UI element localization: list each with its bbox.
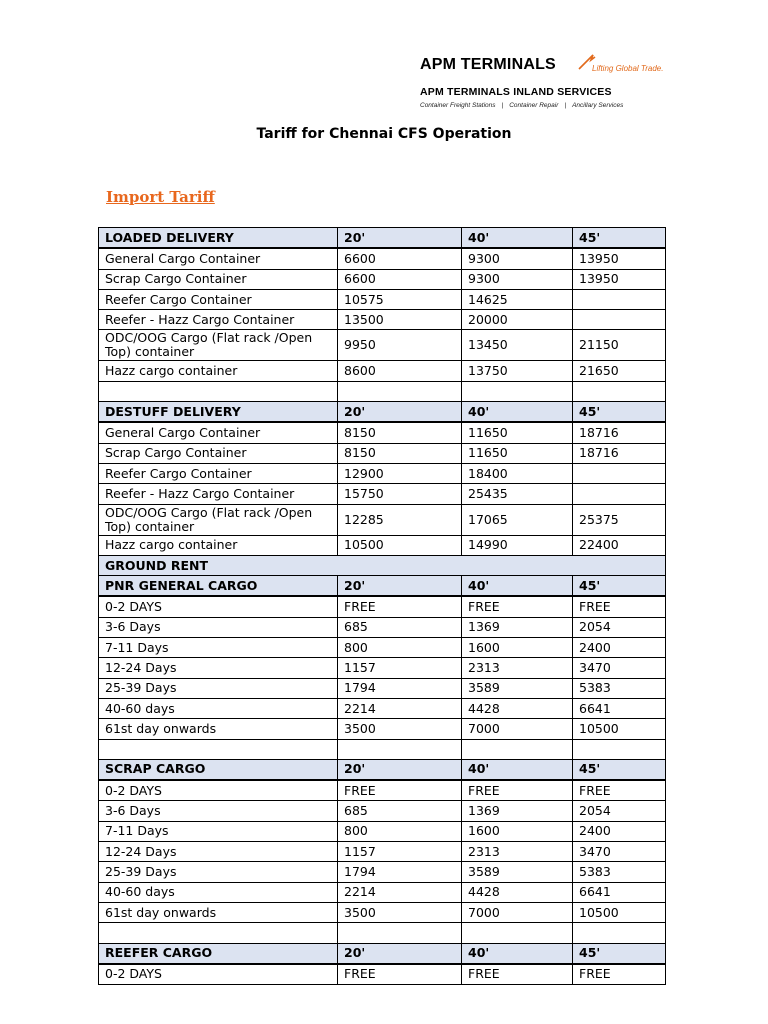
cell-size-20: 12285 <box>338 504 462 535</box>
cell-size-20: 10575 <box>338 289 462 309</box>
cell-size-20: 9950 <box>338 330 462 361</box>
cell-size-45: FREE <box>573 780 666 801</box>
cell-description: 40-60 days <box>99 882 338 902</box>
cell-description: Scrap Cargo Container <box>99 269 338 289</box>
logo-subtitle: APM TERMINALS INLAND SERVICES <box>420 86 612 98</box>
cell-size-20: 12900 <box>338 463 462 483</box>
table-row <box>99 443 666 463</box>
cell-size-45: 3470 <box>573 658 666 678</box>
header-cell-size-20: 20' <box>338 759 462 780</box>
empty-cell <box>338 381 462 401</box>
cell-size-45: 13950 <box>573 269 666 289</box>
cell-size-40: 4428 <box>462 882 573 902</box>
cell-description: 40-60 days <box>99 698 338 718</box>
cell-size-20: 8150 <box>338 422 462 443</box>
empty-cell <box>573 381 666 401</box>
empty-cell <box>462 739 573 759</box>
cell-description: 25-39 Days <box>99 862 338 882</box>
cell-size-40: 11650 <box>462 443 573 463</box>
cell-description: 25-39 Days <box>99 678 338 698</box>
cell-size-40: 9300 <box>462 269 573 289</box>
header-cell-size-45: 45' <box>573 943 666 964</box>
cell-size-45: 10500 <box>573 719 666 739</box>
header-cell-size-20: 20' <box>338 943 462 964</box>
table-row <box>99 862 666 882</box>
cell-size-45 <box>573 484 666 504</box>
cell-size-40: 20000 <box>462 310 573 330</box>
header-cell-size-40: 40' <box>462 576 573 597</box>
empty-cell <box>99 923 338 943</box>
cell-description: Reefer - Hazz Cargo Container <box>99 310 338 330</box>
cell-size-45: 3470 <box>573 842 666 862</box>
cell-size-20: 1794 <box>338 678 462 698</box>
cell-size-20: FREE <box>338 780 462 801</box>
cell-size-20: 2214 <box>338 882 462 902</box>
cell-size-20: 15750 <box>338 484 462 504</box>
cell-size-40: 1369 <box>462 617 573 637</box>
cell-size-40: FREE <box>462 596 573 617</box>
cell-description: 7-11 Days <box>99 821 338 841</box>
cell-size-40: 17065 <box>462 504 573 535</box>
header-cell-description: LOADED DELIVERY <box>99 228 338 249</box>
scrap-cargo-header-row <box>99 759 666 780</box>
cell-description: Scrap Cargo Container <box>99 443 338 463</box>
header-cell-description: REEFER CARGO <box>99 943 338 964</box>
service-repair: Container Repair <box>509 102 559 109</box>
cell-description: Reefer - Hazz Cargo Container <box>99 484 338 504</box>
cell-size-45: 10500 <box>573 902 666 922</box>
company-logo <box>420 56 680 109</box>
header-cell-size-40: 40' <box>462 402 573 423</box>
cell-description: 61st day onwards <box>99 902 338 922</box>
table-row <box>99 504 666 535</box>
cell-size-40: 3589 <box>462 862 573 882</box>
table-row <box>99 422 666 443</box>
cell-description: ODC/OOG Cargo (Flat rack /Open Top) container <box>99 504 338 535</box>
table-row <box>99 248 666 269</box>
cell-size-45: 13950 <box>573 248 666 269</box>
pnr-general-cargo-header-row <box>99 576 666 597</box>
cell-description: General Cargo Container <box>99 248 338 269</box>
cell-description: Hazz cargo container <box>99 535 338 555</box>
logo-tagline: Lifting Global Trade. <box>592 64 664 73</box>
destuff-delivery-header-row <box>99 402 666 423</box>
cell-size-40: 1369 <box>462 801 573 821</box>
header-cell-size-45: 45' <box>573 576 666 597</box>
cell-size-40: 18400 <box>462 463 573 483</box>
header-cell-description: SCRAP CARGO <box>99 759 338 780</box>
cell-size-40: 14625 <box>462 289 573 309</box>
table-row <box>99 780 666 801</box>
table-row <box>99 698 666 718</box>
cell-size-40: 9300 <box>462 248 573 269</box>
cell-size-45: FREE <box>573 964 666 985</box>
cell-size-20: 8150 <box>338 443 462 463</box>
empty-cell <box>573 739 666 759</box>
table-row <box>99 596 666 617</box>
cell-size-45: 5383 <box>573 678 666 698</box>
cell-size-40: 7000 <box>462 902 573 922</box>
cell-size-20: 3500 <box>338 719 462 739</box>
spacer-row <box>99 381 666 401</box>
cell-description: 12-24 Days <box>99 658 338 678</box>
cell-size-20: 8600 <box>338 361 462 381</box>
cell-size-40: 13750 <box>462 361 573 381</box>
cell-description: General Cargo Container <box>99 422 338 443</box>
cell-size-45: 18716 <box>573 422 666 443</box>
cell-description: ODC/OOG Cargo (Flat rack /Open Top) container <box>99 330 338 361</box>
cell-description: 3-6 Days <box>99 617 338 637</box>
table-row <box>99 678 666 698</box>
table-row <box>99 617 666 637</box>
empty-cell <box>338 923 462 943</box>
cell-size-20: 1157 <box>338 658 462 678</box>
service-ancillary: Ancillary Services <box>572 102 624 109</box>
empty-cell <box>99 739 338 759</box>
table-row <box>99 310 666 330</box>
cell-size-45: 6641 <box>573 882 666 902</box>
header-cell-size-45: 45' <box>573 759 666 780</box>
empty-cell <box>462 381 573 401</box>
table-row <box>99 801 666 821</box>
cell-size-40: 14990 <box>462 535 573 555</box>
cell-description: 61st day onwards <box>99 719 338 739</box>
table-row <box>99 463 666 483</box>
cell-size-20: 6600 <box>338 269 462 289</box>
cell-size-45 <box>573 463 666 483</box>
header-cell-size-40: 40' <box>462 228 573 249</box>
cell-size-40: 1600 <box>462 638 573 658</box>
table-row <box>99 638 666 658</box>
ground-rent-label: GROUND RENT <box>99 555 666 575</box>
cell-size-40: FREE <box>462 964 573 985</box>
reefer-cargo-header-row <box>99 943 666 964</box>
cell-size-45: 5383 <box>573 862 666 882</box>
header-cell-size-20: 20' <box>338 402 462 423</box>
header-cell-size-45: 45' <box>573 402 666 423</box>
spacer-row <box>99 739 666 759</box>
table-row <box>99 658 666 678</box>
cell-size-20: 3500 <box>338 902 462 922</box>
cell-description: 0-2 DAYS <box>99 964 338 985</box>
table-row <box>99 719 666 739</box>
table-row <box>99 842 666 862</box>
cell-size-40: FREE <box>462 780 573 801</box>
logo-services: Container Freight Stations | Container Repair | Ancillary Services <box>420 102 624 109</box>
empty-cell <box>462 923 573 943</box>
cell-description: 0-2 DAYS <box>99 780 338 801</box>
cell-size-45: 2054 <box>573 801 666 821</box>
table-row <box>99 821 666 841</box>
table-row <box>99 882 666 902</box>
cell-size-40: 2313 <box>462 658 573 678</box>
cell-description: 12-24 Days <box>99 842 338 862</box>
cell-size-20: 685 <box>338 617 462 637</box>
cell-description: 3-6 Days <box>99 801 338 821</box>
cell-size-45: 21150 <box>573 330 666 361</box>
cell-description: 7-11 Days <box>99 638 338 658</box>
cell-size-20: 2214 <box>338 698 462 718</box>
empty-cell <box>99 381 338 401</box>
table-row <box>99 964 666 985</box>
empty-cell <box>573 923 666 943</box>
loaded-delivery-header-row <box>99 228 666 249</box>
table-row <box>99 269 666 289</box>
table-row <box>99 902 666 922</box>
table-row <box>99 535 666 555</box>
cell-size-40: 2313 <box>462 842 573 862</box>
table-row <box>99 361 666 381</box>
cell-size-45: 21650 <box>573 361 666 381</box>
header-cell-description: DESTUFF DELIVERY <box>99 402 338 423</box>
cell-size-40: 25435 <box>462 484 573 504</box>
cell-size-20: FREE <box>338 964 462 985</box>
cell-description: 0-2 DAYS <box>99 596 338 617</box>
cell-size-45: 18716 <box>573 443 666 463</box>
cell-size-20: 1794 <box>338 862 462 882</box>
section-title-import-tariff: Import Tariff <box>106 188 215 206</box>
header-cell-description: PNR GENERAL CARGO <box>99 576 338 597</box>
header-cell-size-20: 20' <box>338 228 462 249</box>
cell-size-40: 11650 <box>462 422 573 443</box>
cell-size-45: 2054 <box>573 617 666 637</box>
service-cfs: Container Freight Stations <box>420 102 496 109</box>
header-cell-size-45: 45' <box>573 228 666 249</box>
empty-cell <box>338 739 462 759</box>
cell-description: Reefer Cargo Container <box>99 289 338 309</box>
cell-size-45 <box>573 289 666 309</box>
cell-size-45: FREE <box>573 596 666 617</box>
cell-size-40: 4428 <box>462 698 573 718</box>
cell-size-20: 1157 <box>338 842 462 862</box>
cell-size-20: FREE <box>338 596 462 617</box>
logo-brand: APM TERMINALS <box>420 56 556 73</box>
header-cell-size-40: 40' <box>462 943 573 964</box>
tariff-table <box>98 227 666 985</box>
cell-description: Hazz cargo container <box>99 361 338 381</box>
spacer-row <box>99 923 666 943</box>
cell-size-20: 10500 <box>338 535 462 555</box>
ground-rent-row <box>99 555 666 575</box>
cell-size-45: 25375 <box>573 504 666 535</box>
cell-size-40: 1600 <box>462 821 573 841</box>
header-cell-size-40: 40' <box>462 759 573 780</box>
cell-size-40: 13450 <box>462 330 573 361</box>
cell-size-45: 6641 <box>573 698 666 718</box>
cell-description: Reefer Cargo Container <box>99 463 338 483</box>
table-row <box>99 330 666 361</box>
header-cell-size-20: 20' <box>338 576 462 597</box>
cell-size-40: 3589 <box>462 678 573 698</box>
cell-size-45: 2400 <box>573 821 666 841</box>
table-row <box>99 484 666 504</box>
cell-size-20: 6600 <box>338 248 462 269</box>
cell-size-45: 22400 <box>573 535 666 555</box>
cell-size-40: 7000 <box>462 719 573 739</box>
cell-size-45: 2400 <box>573 638 666 658</box>
cell-size-20: 685 <box>338 801 462 821</box>
cell-size-20: 800 <box>338 638 462 658</box>
document-title: Tariff for Chennai CFS Operation <box>256 126 512 142</box>
cell-size-20: 13500 <box>338 310 462 330</box>
cell-size-20: 800 <box>338 821 462 841</box>
cell-size-45 <box>573 310 666 330</box>
table-row <box>99 289 666 309</box>
